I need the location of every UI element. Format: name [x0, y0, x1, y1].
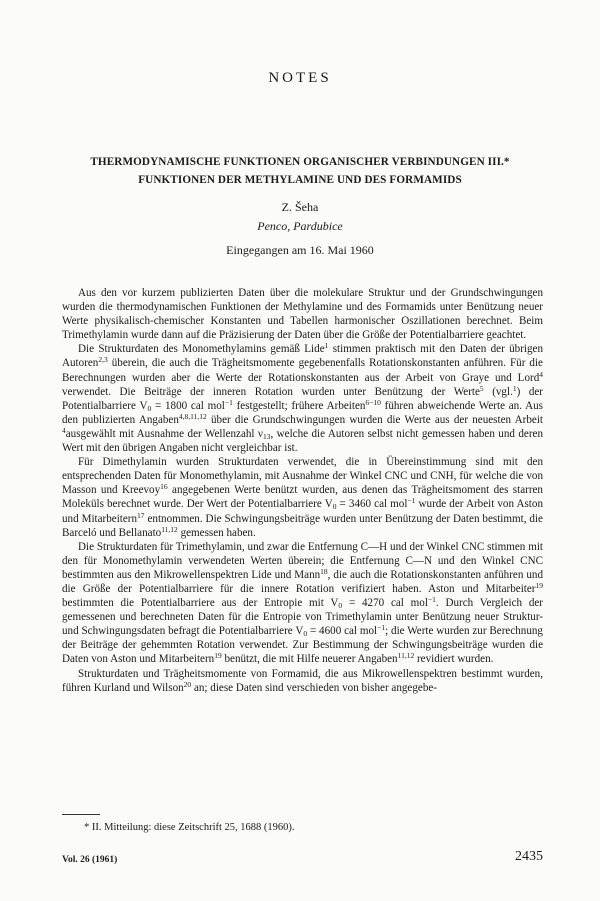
text-run: Die Strukturdaten für Trimethylamin, und zwar die Entfernung C—H und der Winkel CNC stimmen mit den für Monomethylamin verwendeten Werten überein; die Entfernung C—N und den Winkel CNC bestimmten aus den Mikrowellenspektren Lide und Mann	[62, 540, 543, 581]
text-run: ) der Potentialbarriere V	[62, 385, 543, 412]
text-run: . Durch Vergleich der gemessenen und berechneten Daten für die Entropie von Trimethylamin unter Benützung neuer Struktur- und Schwingungsdaten befragt die Potentialbarriere V	[62, 597, 543, 638]
exponent: −1	[377, 623, 386, 633]
article-title-line-2: FUNKTIONEN DER METHYLAMINE UND DES FORMAMIDS	[138, 174, 462, 186]
reference-mark: 18	[320, 566, 328, 576]
footnote-divider	[62, 814, 100, 815]
text-run: revidiert wurden.	[414, 653, 494, 666]
subscript: 0	[303, 629, 308, 639]
text-run: benützt, die mit Hilfe neuerer Angaben	[221, 653, 398, 666]
journal-volume: Vol. 26 (1961)	[62, 855, 118, 865]
text-run: entnommen. Die Schwingungsbeiträge wurden unter Benützung der Daten bestimmt, die Barceló und Bellanato	[62, 512, 543, 539]
reference-mark: 5	[479, 383, 484, 393]
text-run: gemessen haben.	[177, 526, 256, 539]
text-run: = 1800 cal mol	[151, 399, 225, 412]
text-run: an; diese Daten sind verschieden von bisher angegebe-	[191, 681, 437, 694]
article-title-line-1: THERMODYNAMISCHE FUNKTIONEN ORGANISCHER VERBINDUNGEN III.*	[90, 156, 510, 168]
exponent: −1	[224, 397, 233, 407]
reference-mark: 19	[535, 580, 543, 590]
text-run: Strukturdaten und Trägheitsmomente von Formamid, die aus Mikrowellenspektren bestimmt wurden, führen Kurland und Wilson	[62, 667, 543, 694]
reference-mark: 19	[214, 651, 222, 661]
subscript: 13	[262, 431, 271, 441]
text-run: ausgewählt mit Ausnahme der Wellenzahl ν	[65, 427, 263, 440]
text-run: , welche die Autoren selbst nicht gemessen haben und deren Wert mit den übrigen Angaben nicht vergleichbar ist.	[62, 427, 543, 455]
author-name: Z. Šeha	[281, 200, 319, 214]
exponent: −1	[427, 595, 436, 605]
section-heading: NOTES	[268, 70, 332, 86]
paragraph-2	[62, 342, 543, 455]
paragraph-1: Aus den vor kurzem publizierten Daten über die molekulare Struktur und der Grundschwingungen wurden die thermodynamischen Funktionen der Methylamine und des Formamids unter Benützung neuer Werte physikalisch-chemischer Konstanten und Tabellen harmonischer Oszillationen berechnet. Beim Trimethylamin wurde dann auf die Präzisierung der Daten über die Größe der Potentialbarriere geachtet.	[62, 287, 543, 342]
paragraph-4	[62, 540, 543, 667]
text-run: führen abweichende Werte an. Aus den publizierten Angaben	[62, 399, 543, 426]
subscript: 0	[332, 502, 337, 512]
paragraph-3	[62, 455, 543, 540]
text-run: = 4600 cal mol	[307, 625, 378, 638]
text-run: überein, die auch die Trägheitsmomente gegebenenfalls Rotationskonstanten anführen. Für die Berechnungen wurden aber die Werte der Rotationskonstanten aus der Arbeit von Graye und Lord	[62, 357, 543, 384]
reference-mark: 20	[183, 679, 192, 689]
reference-mark: 6−10	[365, 397, 381, 407]
text-run: wurde der Arbeit von Aston und Mitarbeitern	[62, 498, 543, 525]
reference-mark: 17	[137, 510, 145, 520]
subscript: 0	[338, 601, 343, 611]
text-run: (vgl.	[483, 385, 513, 398]
text-run: Für Dimethylamin wurden Strukturdaten verwendet, die in Übereinstimmung sind mit den entsprechenden Daten für Monomethylamin, mit Ausnahme der Winkel CNC und CNH, für welche die von Masson und Kreevoy	[62, 456, 543, 497]
reference-mark: 11,12	[161, 524, 178, 534]
author-affiliation: Penco, Pardubice	[257, 219, 343, 233]
text-run: stimmen praktisch mit den Daten der übrigen Autoren	[62, 343, 543, 370]
page-number: 2435	[515, 849, 543, 864]
text-run: über die Grundschwingungen wurden die Werte aus der neuesten Arbeit	[206, 413, 543, 426]
reference-mark: 11,12	[397, 651, 415, 661]
text-run: festgestellt; frühere Arbeiten	[232, 399, 366, 412]
reference-mark: 2,3	[98, 355, 108, 365]
text-run: angegebenen Werte benützt wurden, aus denen das Trägheitsmoment des starren Moleküls berechnet wurde. Der Wert der Potentialbarriere V	[62, 484, 543, 511]
text-run: bestimmten die Potentialbarriere aus der Entropie mit V	[62, 597, 339, 610]
reference-mark: 4	[62, 425, 66, 435]
reference-mark: 1	[324, 341, 329, 351]
text-run: = 3460 cal mol	[336, 498, 408, 511]
exponent: −1	[407, 496, 416, 506]
reference-mark: 16	[160, 482, 168, 492]
text-run: , die auch die Rotationskonstanten anführen und die Größe der Potentialbarriere für die innere Rotation verifiziert haben. Aston und Mitarbeiter	[62, 568, 544, 595]
reference-mark: 4	[539, 369, 543, 379]
article-title	[40, 153, 560, 189]
article-body	[62, 286, 543, 695]
reference-mark: 4,8,11,12	[178, 411, 207, 421]
footnote: * II. Mitteilung: diese Zeitschrift 25, 1688 (1960).	[84, 822, 295, 833]
text-run: ; die Werte wurden zur Berechnung der Beiträge der gehemmten Rotation verwendet. Zur Bestimmung der Schwingungsbeiträge wurden die Daten von Aston und Mitarbeitern	[62, 625, 543, 666]
subscript: 0	[147, 403, 152, 413]
reference-mark: 1	[512, 383, 517, 393]
text-run: verwendet. Die Beiträge der inneren Rotation wurden unter Benützung der Werte	[62, 385, 480, 398]
received-date: Eingegangen am 16. Mai 1960	[226, 243, 374, 257]
paragraph-5	[62, 667, 543, 695]
text-run: = 4270 cal mol	[342, 597, 428, 610]
text-run: Die Strukturdaten des Monomethylamins gemäß Lide	[78, 343, 325, 356]
